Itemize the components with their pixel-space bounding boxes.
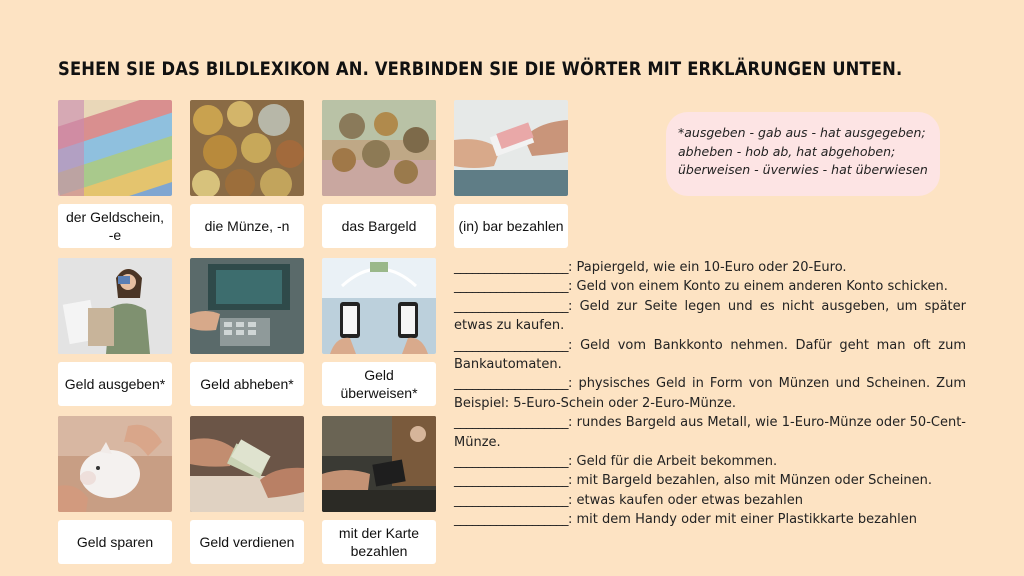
note-line: abheben - hob ab, hat abgehoben; — [678, 143, 896, 159]
coins-image — [190, 100, 304, 196]
vocab-label-verdienen: Geld verdienen — [190, 520, 304, 564]
vocab-label-bar-bezahlen: (in) bar bezahlen — [454, 204, 568, 248]
definition-text: : mit Bargeld bezahlen, also mit Münzen oder Scheinen. — [568, 473, 933, 489]
page-title: SEHEN SIE DAS BILDLEXIKON AN. VERBINDEN SIE DIE WÖRTER MIT ERKLÄRUNGEN UNTEN. — [58, 58, 903, 80]
conjugation-note — [666, 112, 940, 196]
definition-item — [454, 336, 966, 375]
answer-blank[interactable]: ___________________ — [454, 454, 568, 470]
answer-blank[interactable]: ___________________ — [454, 473, 568, 489]
definition-item — [454, 471, 966, 490]
definition-item — [454, 374, 966, 413]
vocab-label-karte-bezahlen: mit der Karte bezahlen — [322, 520, 436, 564]
banknotes-image — [58, 100, 172, 196]
vocab-label-geldschein: der Geldschein, -e — [58, 204, 172, 248]
definition-text: : Geld vom Bankkonto nehmen. Dafür geht man oft zum Bankautomaten. — [454, 337, 966, 373]
answer-blank[interactable]: ___________________ — [454, 492, 568, 508]
vocab-label-muenze: die Münze, -n — [190, 204, 304, 248]
vocab-label-ueberweisen: Geld überweisen* — [322, 362, 436, 406]
definition-text: : physisches Geld in Form von Münzen und Scheinen. Zum Beispiel: 5-Euro-Schein oder 2-Euro-Münze. — [454, 376, 966, 411]
definition-text: : etwas kaufen oder etwas bezahlen — [568, 492, 803, 508]
vocab-label-abheben: Geld abheben* — [190, 362, 304, 406]
note-line: *ausgeben - gab aus - hat ausgegeben; — [678, 125, 926, 140]
phone-transfer-image — [322, 258, 436, 354]
note-line: überweisen - üverwies - hat überwiesen — [678, 162, 928, 177]
definition-item — [454, 491, 966, 510]
vocab-label-ausgeben: Geld ausgeben* — [58, 362, 172, 406]
vocab-label-bargeld: das Bargeld — [322, 204, 436, 248]
vocab-label-sparen: Geld sparen — [58, 520, 172, 564]
definition-list — [454, 258, 966, 530]
earning-money-image — [190, 416, 304, 512]
definition-text: : Geld für die Arbeit bekommen. — [568, 454, 778, 470]
answer-blank[interactable]: ___________________ — [454, 260, 568, 275]
shopping-woman-image — [58, 258, 172, 354]
definition-item — [454, 297, 966, 336]
definition-item — [454, 413, 966, 452]
atm-image — [190, 258, 304, 354]
answer-blank[interactable]: ___________________ — [454, 415, 568, 431]
piggy-bank-image — [58, 416, 172, 512]
card-terminal-image — [322, 416, 436, 512]
definition-text: : rundes Bargeld aus Metall, wie 1-Euro-Münze oder 50-Cent-Münze. — [454, 415, 966, 450]
definition-text: : Geld zur Seite legen und es nicht ausgeben, um später etwas zu kaufen. — [454, 298, 966, 334]
paying-cash-image — [454, 100, 568, 196]
answer-blank[interactable]: ___________________ — [454, 279, 568, 295]
definition-item — [454, 277, 966, 296]
answer-blank[interactable]: ___________________ — [454, 512, 568, 528]
answer-blank[interactable]: ___________________ — [454, 376, 568, 392]
definition-item — [454, 510, 966, 529]
definition-item — [454, 258, 966, 277]
definition-text: : mit dem Handy oder mit einer Plastikkarte bezahlen — [568, 512, 918, 528]
cash-image — [322, 100, 436, 196]
answer-blank[interactable]: ___________________ — [454, 337, 568, 353]
definition-text: : Geld von einem Konto zu einem anderen Konto schicken. — [568, 279, 948, 295]
definition-item — [454, 452, 966, 471]
definition-text: : Papiergeld, wie ein 10-Euro oder 20-Euro. — [568, 260, 847, 275]
answer-blank[interactable]: ___________________ — [454, 298, 568, 314]
